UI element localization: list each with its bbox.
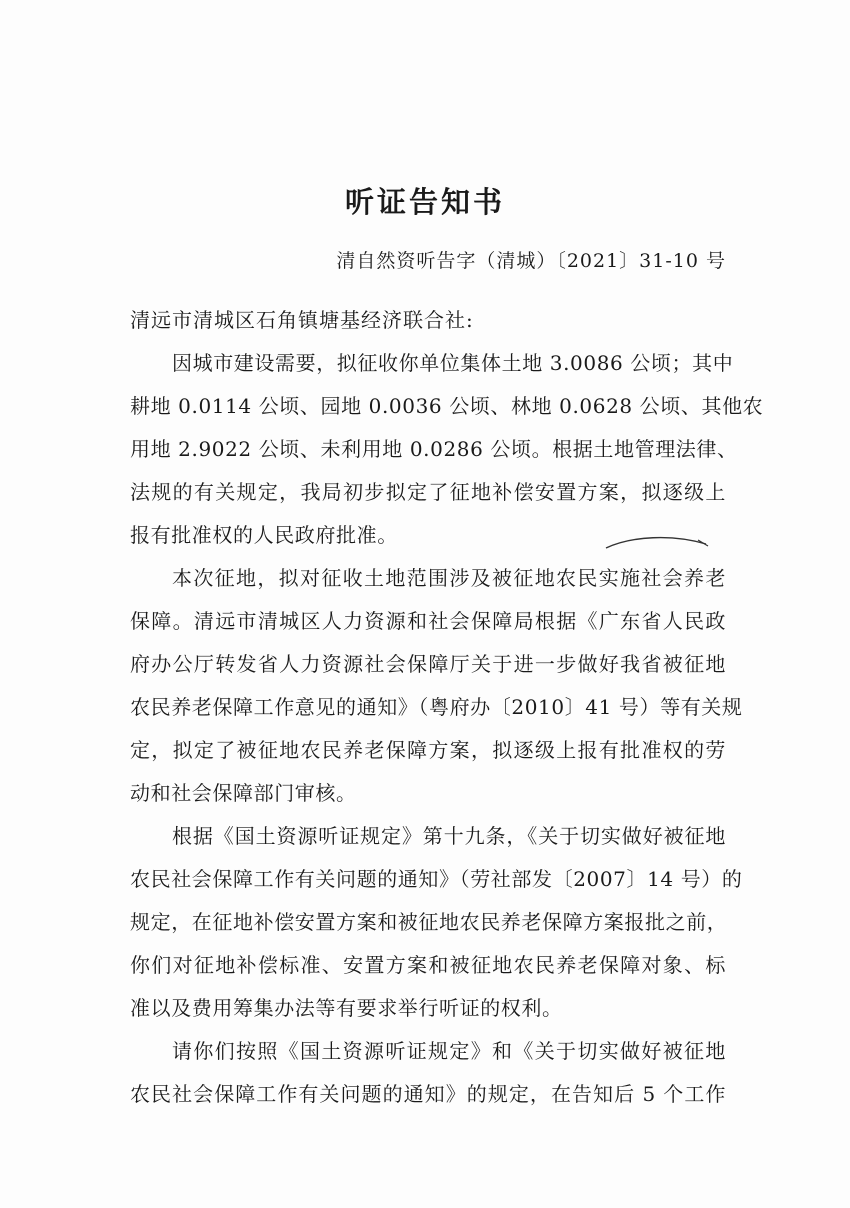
body-line: 农民社会保障工作有关问题的通知》（劳社部发〔2007〕14 号）的 bbox=[130, 867, 743, 891]
body-line: 法规的有关规定，我局初步拟定了征地补偿安置方案，拟逐级上 bbox=[130, 480, 726, 504]
body-line: 本次征地，拟对征收土地范围涉及被征地农民实施社会养老 bbox=[172, 566, 726, 590]
body-line: 保障。清远市清城区人力资源和社会保障局根据《广东省人民政 bbox=[130, 609, 726, 633]
handwritten-mark bbox=[602, 530, 712, 560]
body-line: 府办公厅转发省人力资源社会保障厅关于进一步做好我省被征地 bbox=[130, 652, 726, 676]
body-line: 报有批准权的人民政府批准。 bbox=[130, 523, 398, 547]
body-line: 农民社会保障工作有关问题的通知》的规定，在告知后 5 个工作 bbox=[130, 1082, 726, 1106]
body-line: 定，拟定了被征地农民养老保障方案，拟逐级上报有批准权的劳 bbox=[130, 738, 726, 762]
body-line: 根据《国土资源听证规定》第十九条，《关于切实做好被征地 bbox=[172, 824, 726, 848]
body-line: 请你们按照《国土资源听证规定》和《关于切实做好被征地 bbox=[172, 1039, 726, 1063]
recipient-line: 清远市清城区石角镇塘基经济联合社: bbox=[130, 308, 474, 332]
document-title: 听证告知书 bbox=[344, 185, 505, 219]
body-line: 你们对征地补偿标准、安置方案和被征地农民养老保障对象、标 bbox=[130, 953, 726, 977]
body-line: 耕地 0.0114 公顷、园地 0.0036 公顷、林地 0.0628 公顷、其他农 bbox=[130, 394, 764, 418]
body-line: 规定，在征地补偿安置方案和被征地农民养老保障方案报批之前， bbox=[130, 910, 728, 934]
body-line: 用地 2.9022 公顷、未利用地 0.0286 公顷。根据土地管理法律、 bbox=[130, 437, 738, 461]
body-line: 准以及费用筹集办法等有要求举行听证的权利。 bbox=[130, 996, 563, 1020]
document-number: 清自然资听告字（清城）〔2021〕31-10 号 bbox=[336, 250, 726, 272]
body-line: 农民养老保障工作意见的通知》（粤府办〔2010〕41 号）等有关规 bbox=[130, 695, 743, 719]
body-line: 因城市建设需要，拟征收你单位集体土地 3.0086 公顷；其中 bbox=[172, 351, 734, 375]
body-line: 动和社会保障部门审核。 bbox=[130, 781, 357, 805]
